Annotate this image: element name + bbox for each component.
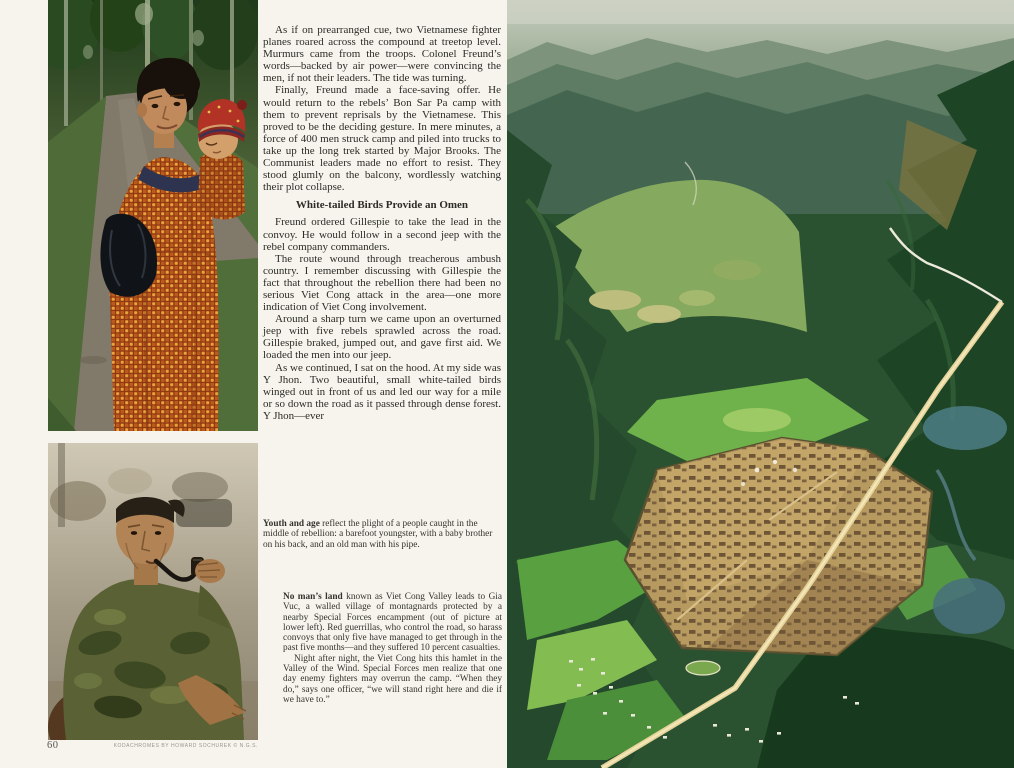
photo-old-man-pipe bbox=[48, 443, 258, 740]
photo-boy-with-baby bbox=[48, 0, 258, 431]
article-paragraph: The route wound through treacherous ambush country. I remember discussing with Gillespie the fact that throughout the rebellion there had been no serious Viet Cong attack in the area—one more indication of Viet Cong involvement. bbox=[263, 252, 501, 314]
article-paragraph: As we continued, I sat on the hood. At my side was Y Jhon. Two beautiful, small white-tailed birds winged out in front of us and led our way for a mile or so down the road as it passed through dense forest. Y Jhon—ever bbox=[263, 361, 501, 422]
caption-text: reflect the plight of a people caught in the middle of rebellion: a barefoot youngster, with a baby brother on his back, and an old man with his pipe. bbox=[263, 519, 493, 550]
article-text-column bbox=[263, 24, 501, 422]
photo-aerial-valley bbox=[507, 0, 1014, 768]
article-paragraph: Around a sharp turn we came upon an overturned jeep with five rebels sprawled across the road. Gillespie braked, jumped out, and gave first aid. We loaded the men into our jeep. bbox=[263, 313, 501, 362]
photo-credit: KODACHROMES BY HOWARD SOCHUREK © N.G.S. bbox=[113, 743, 258, 749]
caption-text: known as Viet Cong Valley leads to Gia Vuc, a walled village of montagnards protected by a nearby Special Forces encampment (out of picture at lower left). Red guerrillas, who control the road, so harass convoys that only five have managed to get through in the past five months—and they suffered 10 percent casualties. bbox=[283, 592, 502, 654]
page-number: 60 bbox=[47, 740, 59, 751]
old-man-photo-art bbox=[48, 443, 258, 740]
caption-youth-and-age bbox=[263, 519, 493, 550]
article-paragraph: Freund ordered Gillespie to take the lead in the convoy. He would follow in a second jeep with the rebel company commanders. bbox=[263, 216, 501, 253]
caption-paragraph: Night after night, the Viet Cong hits this hamlet in the Valley of the Wind. Special Forces men realize that one day enemy fighters may overrun the camp. “When they do,” says one officer, “we will stand right here and die if we have to.” bbox=[283, 653, 502, 705]
article-paragraph: As if on prearranged cue, two Vietnamese fighter planes roared across the compound at treetop level. Murmurs came from the troops. Colonel Freund’s words—backed by air power—were convincing the men, if not their leaders. The tide was turning. bbox=[263, 24, 501, 85]
caption-no-mans-land bbox=[283, 592, 502, 705]
caption-lead-in: No man’s land bbox=[283, 592, 343, 602]
section-heading: White-tailed Birds Provide an Omen bbox=[295, 199, 469, 212]
article-paragraph: Finally, Freund made a face-saving offer. He would return to the rebels’ Bon Sar Pa camp with them to prevent reprisals by the Vietnamese. This proved to be the deciding gesture. In mere minutes, a force of 400 men struck camp and piled into trucks to take up the long trek started by Major Brooks. The Communist leaders made no effort to resist. They stood glumly on the balcony, wordlessly watching their plot collapse. bbox=[263, 84, 501, 194]
caption-paragraph bbox=[283, 592, 502, 654]
caption-lead-in: Youth and age bbox=[263, 519, 320, 529]
baby-figure bbox=[198, 99, 247, 219]
aerial-photo-art bbox=[507, 0, 1014, 768]
boy-photo-art bbox=[48, 0, 258, 431]
